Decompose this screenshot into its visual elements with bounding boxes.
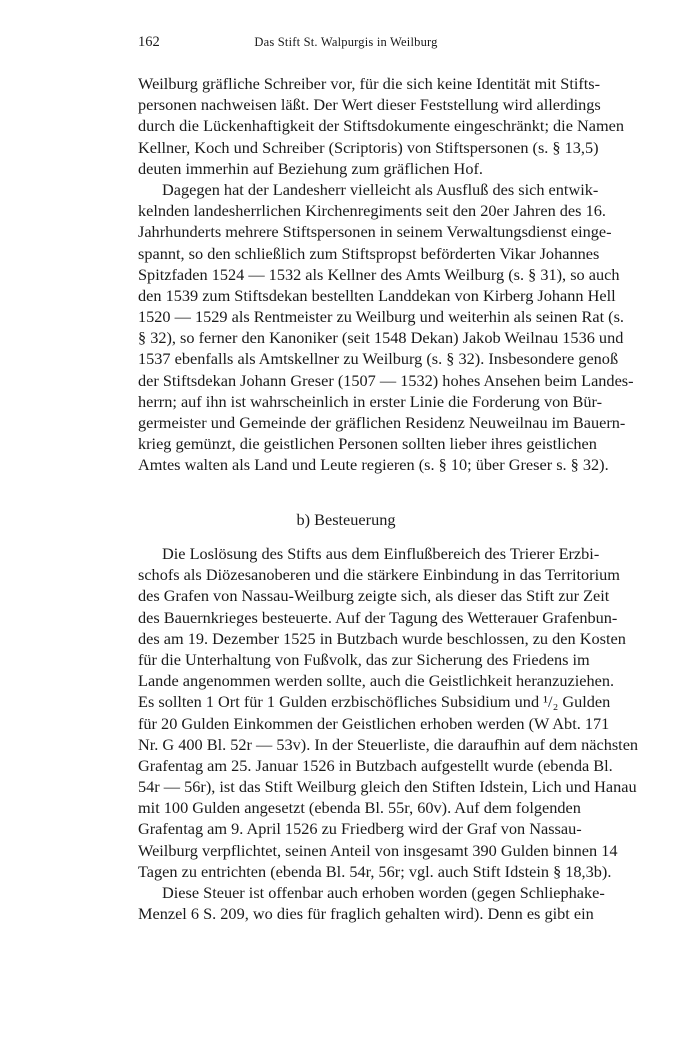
text-line: Nr. G 400 Bl. 52r — 53v). In der Steuerliste, die daraufhin auf dem nächsten	[138, 734, 639, 754]
text-block-lower	[138, 543, 639, 924]
text-line: Grafentag am 25. Januar 1526 in Butzbach aufgestellt wurde (ebenda Bl.	[138, 755, 613, 775]
text-line: für die Unterhaltung von Fußvolk, das zur Sicherung des Friedens im	[138, 649, 590, 669]
paragraph-3	[138, 543, 639, 882]
text-line: 1537 ebenfalls als Amtskellner zu Weilburg (s. § 32). Insbesondere genoß	[138, 349, 619, 369]
page-header	[138, 34, 554, 54]
section-heading: b) Besteuerung	[296, 510, 396, 529]
text-line: herrn; auf ihn ist wahrscheinlich in erster Linie die Forderung von Bür-	[138, 391, 603, 411]
text-line: Menzel 6 S. 209, wo dies für fraglich gehalten wird). Denn es gibt ein	[138, 904, 594, 924]
text-line: Spitzfaden 1524 — 1532 als Kellner des Amts Weilburg (s. § 31), so auch	[138, 264, 620, 284]
text-block-upper	[138, 73, 634, 476]
text-line: § 32), so ferner den Kanoniker (seit 1548 Dekan) Jakob Weilnau 1536 und	[138, 328, 624, 348]
text-line: personen nachweisen läßt. Der Wert dieser Feststellung wird allerdings	[138, 95, 601, 115]
text-line: krieg gemünzt, die geistlichen Personen sollten lieber ihres geistlichen	[138, 434, 597, 454]
text-line: spannt, so den schließlich zum Stiftspropst beförderten Vikar Johannes	[138, 243, 600, 263]
running-title: Das Stift St. Walpurgis in Weilburg	[254, 35, 438, 49]
text-line: den 1539 zum Stiftsdekan bestellten Landdekan von Kirberg Johann Hell	[138, 285, 616, 305]
text-line: Die Loslösung des Stifts aus dem Einflußbereich des Trierer Erzbi-	[162, 544, 600, 563]
text-line: deuten immerhin auf Beziehung zum gräflichen Hof.	[138, 158, 483, 178]
text-line: germeister und Gemeinde der gräflichen Residenz Neuweilnau im Bauern-	[138, 413, 626, 432]
text-line: 54r — 56r), ist das Stift Weilburg gleich den Stiften Idstein, Lich und Hanau	[138, 777, 637, 797]
text-line: Dagegen hat der Landesherr vielleicht als Ausfluß des sich entwik-	[162, 179, 599, 199]
text-line: des am 19. Dezember 1525 in Butzbach wurde beschlossen, zu den Kosten	[138, 628, 626, 648]
text-line: der Stiftsdekan Johann Greser (1507 — 1532) hohes Ansehen beim Landes-	[138, 370, 634, 390]
paragraph-1	[138, 73, 625, 179]
text-line: Amtes walten als Land und Leute regieren (s. § 10; über Greser s. § 32).	[138, 455, 609, 475]
text-line: Grafentag am 9. April 1526 zu Friedberg wird der Graf von Nassau-	[138, 819, 582, 839]
text-line: durch die Lückenhaftigkeit der Stiftsdokumente eingeschränkt; die Namen	[138, 116, 625, 136]
text-line: Lande angenommen werden sollte, auch die Geistlichkeit heranzuziehen.	[138, 671, 615, 691]
text-line: Tagen zu entrichten (ebenda Bl. 54r, 56r; vgl. auch Stift Idstein § 18,3b).	[138, 861, 612, 881]
text-line: 1520 — 1529 als Rentmeister zu Weilburg und weiterhin als seinen Rat (s.	[138, 307, 624, 327]
text-line: schofs als Diözesanoberen und die stärkere Einbindung in das Territorium	[138, 565, 620, 585]
text-line: Jahrhunderts mehrere Stiftspersonen in seinem Verwaltungsdienst einge-	[138, 222, 612, 242]
text-line: kelnden landesherrlichen Kirchenregiments seit den 20er Jahren des 16.	[138, 201, 606, 221]
text-line: Weilburg gräfliche Schreiber vor, für die sich keine Identität mit Stifts-	[138, 74, 601, 93]
text-line: für 20 Gulden Einkommen der Geistlichen erhoben werden (W Abt. 171	[138, 713, 610, 733]
text-line: Diese Steuer ist offenbar auch erhoben worden (gegen Schliephake-	[162, 883, 605, 902]
paragraph-4	[138, 882, 605, 924]
text-line: mit 100 Gulden angesetzt (ebenda Bl. 55r, 60v). Auf dem folgenden	[138, 798, 581, 818]
text-line: Weilburg verpflichtet, seinen Anteil von insgesamt 390 Gulden binnen 14	[138, 840, 618, 860]
text-line: Es sollten 1 Ort für 1 Gulden erzbischöfliches Subsidium und ¹/₂ Gulden	[138, 692, 611, 712]
paragraph-2	[138, 179, 634, 476]
text-line: des Bauernkrieges besteuerte. Auf der Tagung des Wetterauer Grafenbun-	[138, 607, 618, 627]
page-number: 162	[138, 34, 160, 50]
text-line: des Grafen von Nassau-Weilburg zeigte sich, als dieser das Stift zur Zeit	[138, 586, 610, 606]
text-line: Kellner, Koch und Schreiber (Scriptoris) von Stiftspersonen (s. § 13,5)	[138, 137, 599, 157]
